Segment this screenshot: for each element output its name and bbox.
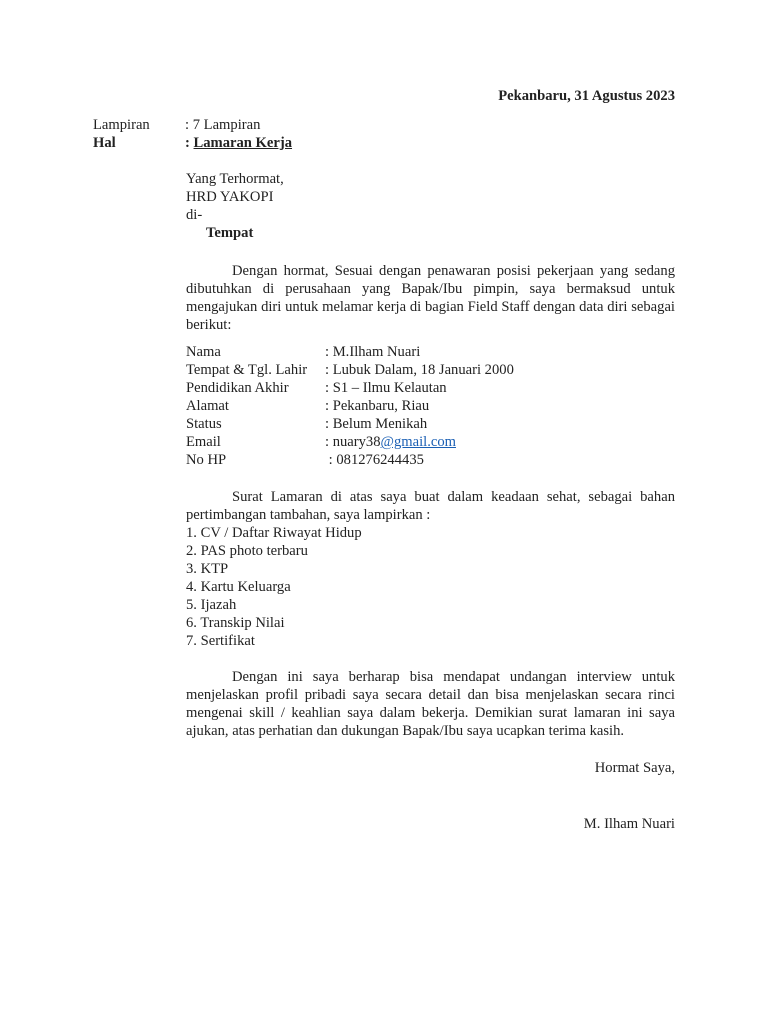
recipient-di: di- xyxy=(186,207,203,223)
email-link[interactable]: @gmail.com xyxy=(380,434,456,450)
opening-paragraph xyxy=(186,262,675,334)
data-row-email xyxy=(186,433,675,451)
recipient-name: HRD YAKOPI xyxy=(186,189,274,205)
data-value: : Belum Menikah xyxy=(325,416,428,432)
data-label: Alamat xyxy=(186,398,229,414)
data-label: Nama xyxy=(186,344,221,360)
personal-data-table xyxy=(186,343,675,469)
list-item: 6. Transkip Nilai xyxy=(186,615,285,631)
data-row-alamat xyxy=(186,397,675,415)
lampiran-value: : 7 Lampiran xyxy=(185,117,261,133)
opening-paragraph-text: Dengan hormat, Sesuai dengan penawaran posisi pekerjaan yang sedang dibutuhkan di perusahaan yang Bapak/Ibu pimpin, saya bermaksud untuk mengajukan diri untuk melamar kerja di bagian Field Staff dengan data diri sebagai berikut: xyxy=(186,263,675,333)
list-item: 7. Sertifikat xyxy=(186,633,255,649)
data-row-pendidikan xyxy=(186,379,675,397)
data-value: : S1 – Ilmu Kelautan xyxy=(325,380,447,396)
hal-label: Hal xyxy=(93,135,116,151)
recipient-block xyxy=(186,170,284,242)
list-item: 5. Ijazah xyxy=(186,597,237,613)
lampiran-label: Lampiran xyxy=(93,117,150,133)
data-label: Pendidikan Akhir xyxy=(186,380,289,396)
hal-colon: : xyxy=(185,135,190,151)
data-value: : 081276244435 xyxy=(325,452,424,468)
lampiran-row xyxy=(93,116,693,134)
attachments-intro-paragraph xyxy=(186,488,675,524)
signature-name: M. Ilham Nuari xyxy=(583,816,675,832)
data-value: : Pekanbaru, Riau xyxy=(325,398,430,414)
data-row-ttl xyxy=(186,361,675,379)
attachments-list xyxy=(186,524,362,650)
hal-row xyxy=(93,134,693,152)
data-value: : M.Ilham Nuari xyxy=(325,344,421,360)
email-prefix: : nuary38 xyxy=(325,434,381,450)
hal-value: Lamaran Kerja xyxy=(193,135,293,151)
data-row-nohp xyxy=(186,451,675,469)
attachments-intro-text: Surat Lamaran di atas saya buat dalam keadaan sehat, sebagai bahan pertimbangan tambahan, saya lampirkan : xyxy=(186,489,675,523)
list-item: 4. Kartu Keluarga xyxy=(186,579,291,595)
closing-salutation: Hormat Saya, xyxy=(594,760,675,776)
closing-paragraph-text: Dengan ini saya berharap bisa mendapat undangan interview untuk menjelaskan profil pribadi saya secara detail dan bisa menjelaskan secara rinci mengenai skill / keahlian saya dalam bekerja. Demikian surat lamaran ini saya ajukan, atas perhatian dan dukungan Bapak/Ibu saya ucapkan terima kasih. xyxy=(186,669,675,739)
data-value: : Lubuk Dalam, 18 Januari 2000 xyxy=(325,362,514,378)
recipient-place: Tempat xyxy=(206,225,254,241)
data-row-nama xyxy=(186,343,675,361)
letter-date: Pekanbaru, 31 Agustus 2023 xyxy=(498,88,675,104)
list-item: 2. PAS photo terbaru xyxy=(186,543,308,559)
letter-meta xyxy=(93,116,693,152)
recipient-greeting: Yang Terhormat, xyxy=(186,171,284,187)
data-label: Email xyxy=(186,434,221,450)
hal-value-wrap xyxy=(185,134,292,152)
data-label: Tempat & Tgl. Lahir xyxy=(186,362,308,378)
list-item: 3. KTP xyxy=(186,561,229,577)
data-label: Status xyxy=(186,416,222,432)
closing-paragraph xyxy=(186,668,675,740)
list-item: 1. CV / Daftar Riwayat Hidup xyxy=(186,525,362,541)
data-row-status xyxy=(186,415,675,433)
data-label: No HP xyxy=(186,452,227,468)
email-value xyxy=(325,433,456,451)
